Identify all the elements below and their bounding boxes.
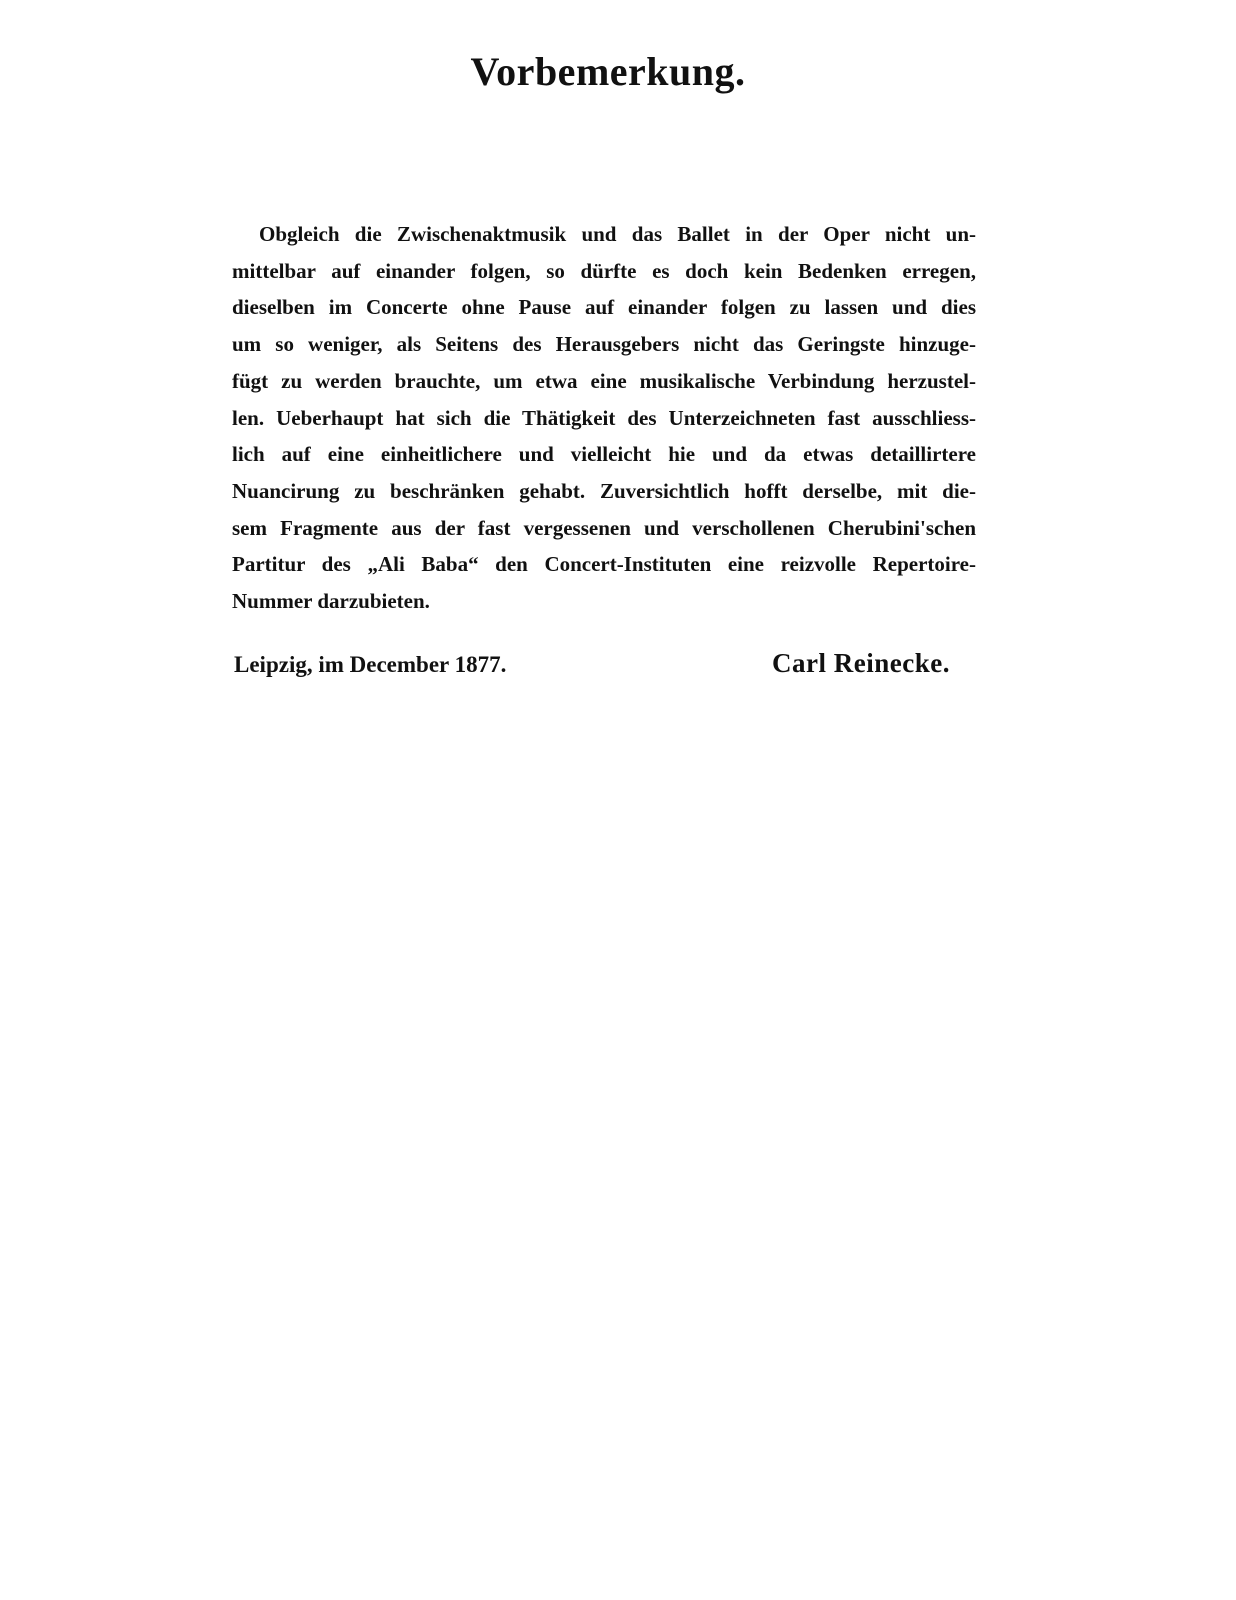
signature: Carl Reinecke. <box>772 648 950 678</box>
paragraph-line: Nuancirung zu beschränken gehabt. Zuversichtlich hofft derselbe, mit die- <box>232 478 976 503</box>
paragraph-line: sem Fragmente aus der fast vergessenen und verschollenen Cherubini'schen <box>232 515 976 540</box>
paragraph-line: dieselben im Concerte ohne Pause auf einander folgen zu lassen und dies <box>232 295 976 320</box>
paragraph-line: Obgleich die Zwischenaktmusik und das Ballet in der Oper nicht un- <box>259 222 976 246</box>
paragraph-line: Partitur des „Ali Baba“ den Concert-Instituten eine reizvolle Repertoire- <box>232 552 976 577</box>
paragraph-line: um so weniger, als Seitens des Herausgebers nicht das Geringste hinzuge- <box>232 332 976 357</box>
paragraph-line: fügt zu werden brauchte, um etwa eine musikalische Verbindung herzustel- <box>232 368 976 393</box>
paragraph-line: lich auf eine einheitlichere und vielleicht hie und da etwas detaillirtere <box>232 442 976 467</box>
page-title: Vorbemerkung. <box>470 49 746 94</box>
preface-paragraph <box>232 216 976 620</box>
paragraph-line: len. Ueberhaupt hat sich die Thätigkeit des Unterzeichneten fast ausschliess- <box>232 405 976 430</box>
paragraph-line: Nummer darzubieten. <box>232 589 430 614</box>
place-date: Leipzig, im December 1877. <box>234 652 507 677</box>
paragraph-line: mittelbar auf einander folgen, so dürfte es doch kein Bedenken erregen, <box>232 258 976 283</box>
